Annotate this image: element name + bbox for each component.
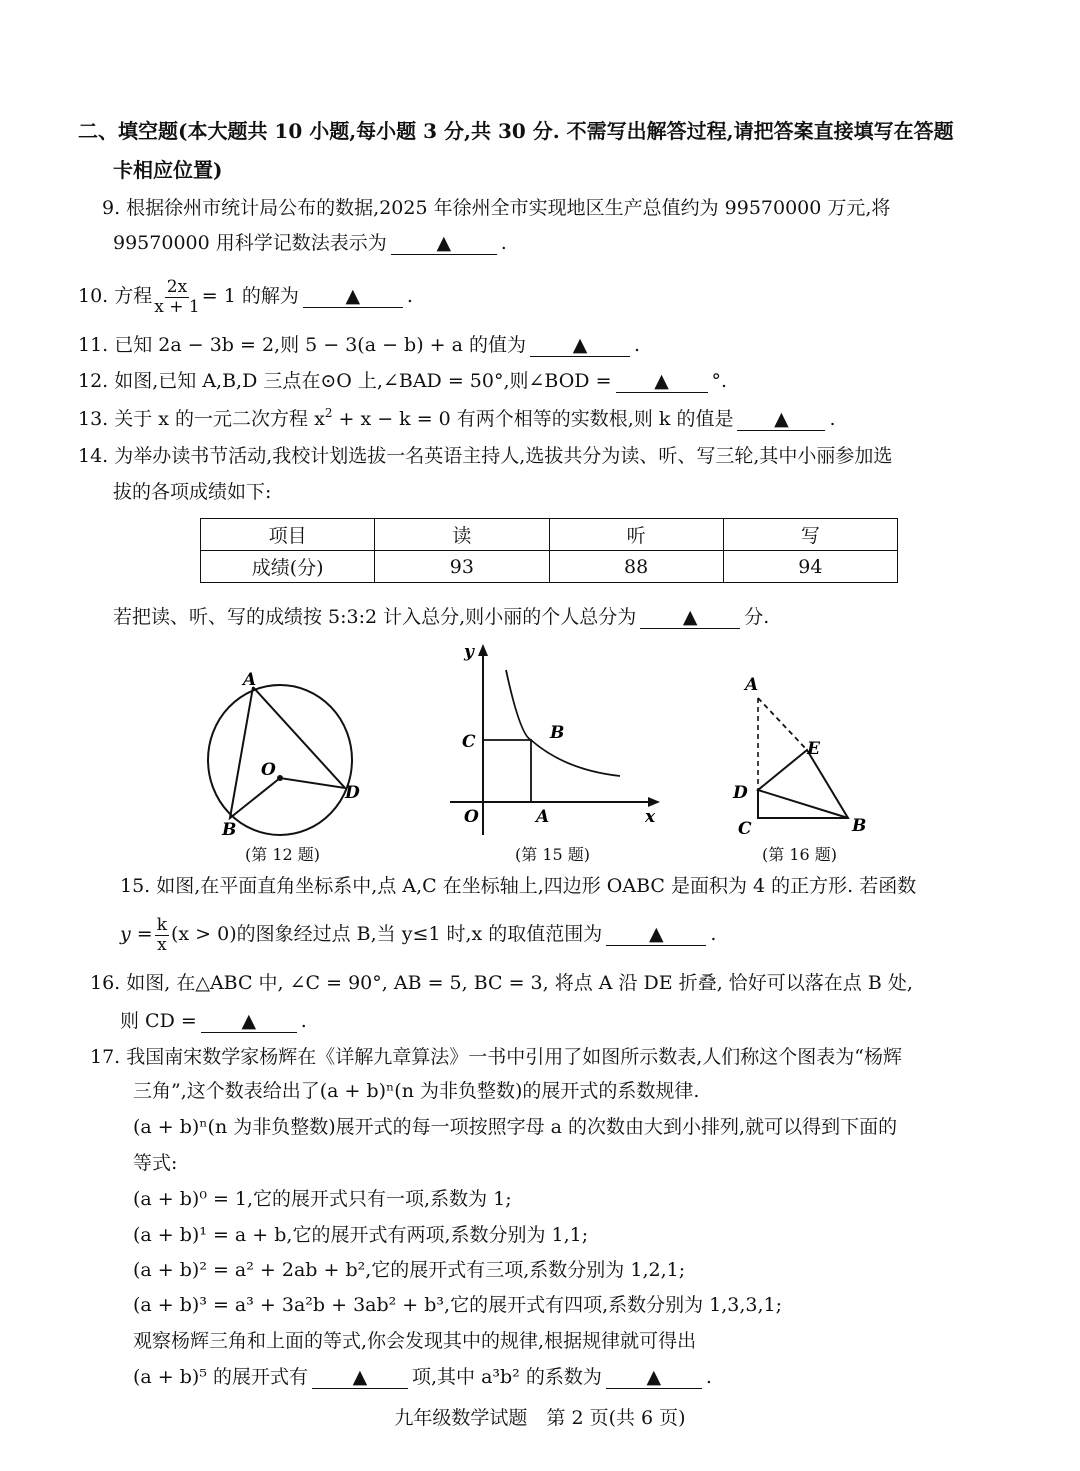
q17-eq2: (a + b)² = a² + 2ab + b²,它的展开式有三项,系数分别为 1,2,1;	[133, 1259, 686, 1281]
label-C: C	[738, 819, 752, 838]
page-footer: 九年级数学试题 第 2 页(共 6 页)	[394, 1407, 686, 1429]
table-header: 听	[549, 519, 723, 551]
q16-line1: 16. 如图, 在△ABC 中, ∠C = 90°, AB = 5, BC = 3, 将点 A 沿 DE 折叠, 恰好可以落在点 B 处,	[90, 972, 913, 994]
q17-eq3: (a + b)³ = a³ + 3a²b + 3ab² + b³,它的展开式有四项,系数分别为 1,3,3,1;	[133, 1294, 783, 1316]
label-B: B	[550, 723, 565, 743]
answer-blank: ▲	[201, 1010, 297, 1033]
q15-line1: 15. 如图,在平面直角坐标系中,点 A,C 在坐标轴上,四边形 OABC 是面积为 4 的正方形. 若函数	[120, 875, 917, 897]
q15-line2: y = $\frac{k}{x}$ (x > 0)的图象经过点 B,当 y≤1 时,x 的取值范围为 ▲ .	[120, 914, 717, 955]
q17-line1: 17. 我国南宋数学家杨辉在《详解九章算法》一书中引用了如图所示数表,人们称这个图表为“杨辉	[90, 1046, 903, 1068]
label-B: B	[222, 820, 237, 840]
answer-blank: ▲	[737, 408, 825, 431]
answer-blank: ▲	[530, 334, 630, 357]
fraction: $\frac{k}{x}$	[156, 914, 168, 955]
label-B: B	[852, 816, 867, 836]
section-title-cont: 卡相应位置)	[113, 158, 223, 182]
score-table	[200, 518, 898, 583]
fraction: $\frac{2x}{x + 1}$	[154, 276, 200, 317]
answer-blank: ▲	[606, 923, 706, 946]
q17-eq1: (a + b)¹ = a + b,它的展开式有两项,系数分别为 1,1;	[133, 1224, 589, 1246]
table-cell: 成绩(分)	[201, 551, 375, 583]
q14-line1: 14. 为举办读书节活动,我校计划选拔一名英语主持人,选拔共分为读、听、写三轮,其中小丽参加选	[78, 445, 893, 467]
table-header: 读	[375, 519, 549, 551]
answer-blank: ▲	[606, 1366, 702, 1389]
label-O: O	[261, 760, 276, 780]
q14-line2: 拔的各项成绩如下:	[113, 481, 272, 503]
answer-blank: ▲	[312, 1366, 408, 1389]
q11: 11. 已知 2a − 3b = 2,则 5 − 3(a − b) + a 的值为 ▲ .	[78, 334, 641, 356]
table-header-row	[201, 519, 898, 551]
answer-blank: ▲	[391, 232, 497, 255]
figure-15-graph	[450, 640, 670, 835]
answer-blank: ▲	[616, 370, 708, 393]
section-title: 二、填空题(本大题共 10 小题,每小题 3 分,共 30 分. 不需写出解答过程,请把答案直接填写在答题	[78, 119, 954, 143]
table-row	[201, 551, 898, 583]
table-cell: 93	[375, 551, 549, 583]
figure-16-triangle	[725, 668, 875, 838]
answer-blank: ▲	[640, 606, 740, 629]
label-O: O	[464, 807, 479, 827]
table-header: 项目	[201, 519, 375, 551]
q17-line2: 三角”,这个数表给出了(a + b)ⁿ(n 为非负整数)的展开式的系数规律.	[133, 1080, 700, 1102]
q10: 10. 方程 $\frac{2x}{x + 1}$ = 1 的解为 ▲ .	[78, 276, 413, 317]
q17-line6: (a + b)⁵ 的展开式有 ▲ 项,其中 a³b² 的系数为 ▲ .	[133, 1366, 712, 1388]
label-y: y	[464, 642, 474, 662]
label-x: x	[645, 807, 656, 827]
label-A: A	[745, 675, 759, 695]
q17-line4: 等式:	[133, 1152, 178, 1174]
q9-line2: 99570000 用科学记数法表示为 ▲ .	[113, 232, 507, 254]
figure-16-caption: (第 16 题)	[762, 845, 838, 864]
q16-line2: 则 CD = ▲ .	[120, 1010, 307, 1032]
table-header: 写	[723, 519, 897, 551]
label-C: C	[462, 732, 476, 752]
label-A: A	[536, 807, 550, 827]
table-cell: 88	[549, 551, 723, 583]
q13: 13. 关于 x 的一元二次方程 $x^2 + x - k = 0$ 有两个相等的实数根,则 k 的值是 ▲ .	[78, 406, 836, 430]
answer-blank: ▲	[303, 285, 403, 308]
q14-line3: 若把读、听、写的成绩按 5:3:2 计入总分,则小丽的个人总分为 ▲ 分.	[113, 606, 770, 628]
q17-line5: 观察杨辉三角和上面的等式,你会发现其中的规律,根据规律就可得出	[133, 1330, 697, 1352]
q17-line3: (a + b)ⁿ(n 为非负整数)展开式的每一项按照字母 a 的次数由大到小排列,就可以得到下面的	[133, 1116, 898, 1138]
label-D: D	[733, 783, 748, 803]
q12: 12. 如图,已知 A,B,D 三点在⊙O 上,∠BAD = 50°,则∠BOD = ▲ °.	[78, 370, 728, 392]
label-A: A	[243, 670, 257, 690]
figure-12-circle	[195, 665, 370, 840]
q9-line1: 9. 根据徐州市统计局公布的数据,2025 年徐州全市实现地区生产总值约为 99570000 万元,将	[102, 197, 891, 219]
figure-12-caption: (第 12 题)	[245, 845, 321, 864]
table-cell: 94	[723, 551, 897, 583]
label-D: D	[345, 783, 360, 803]
figure-15-caption: (第 15 题)	[515, 845, 591, 864]
label-E: E	[807, 739, 820, 759]
q17-eq0: (a + b)⁰ = 1,它的展开式只有一项,系数为 1;	[133, 1188, 512, 1210]
